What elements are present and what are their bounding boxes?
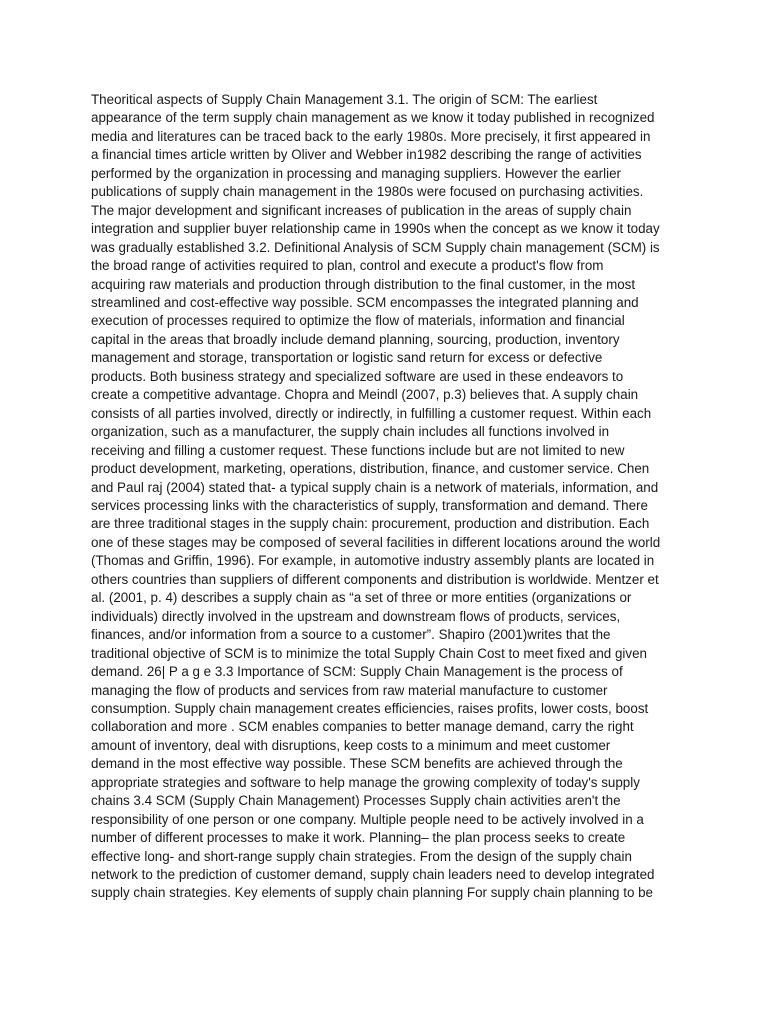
text-line: demand in the most effective way possible. These SCM benefits are achieved through the	[91, 756, 623, 772]
text-line: services processing links with the characteristics of supply, transformation and demand. There	[91, 497, 648, 513]
text-line: a financial times article written by Oliver and Webber in1982 describing the range of activities	[91, 147, 642, 163]
text-line: streamlined and cost-effective way possible. SCM encompasses the integrated planning and	[91, 294, 639, 310]
body-text	[91, 91, 691, 903]
text-line: number of different processes to make it work. Planning– the plan process seeks to create	[91, 830, 626, 846]
text-line: appearance of the term supply chain management as we know it today published in recognized	[91, 110, 655, 126]
text-line: effective long- and short-range supply chain strategies. From the design of the supply chain	[91, 848, 632, 864]
text-line: responsibility of one person or one company. Multiple people need to be actively involved in a	[91, 811, 644, 827]
text-line: consumption. Supply chain management creates efficiencies, raises profits, lower costs, boost	[91, 700, 649, 716]
text-line: the broad range of activities required to plan, control and execute a product's flow from	[91, 258, 604, 274]
text-line: finances, and/or information from a source to a customer”. Shapiro (2001)writes that the	[91, 627, 611, 643]
text-line: are three traditional stages in the supply chain: procurement, production and distribution. Each	[91, 516, 650, 532]
text-line: products. Both business strategy and specialized software are used in these endeavors to	[91, 368, 624, 384]
text-line: others countries than suppliers of different components and distribution is worldwide. Mentzer et	[91, 571, 659, 587]
text-line: Theoritical aspects of Supply Chain Management 3.1. The origin of SCM: The earliest	[91, 92, 598, 107]
text-line: demand. 26| P a g e 3.3 Importance of SCM: Supply Chain Management is the process of	[91, 664, 623, 680]
text-line: acquiring raw materials and production through distribution to the final customer, in the most	[91, 276, 636, 292]
text-line: collaboration and more . SCM enables companies to better manage demand, carry the right	[91, 719, 634, 735]
text-line: The major development and significant increases of publication in the areas of supply chain	[91, 202, 632, 218]
text-line: appropriate strategies and software to help manage the growing complexity of today's supply	[91, 774, 640, 790]
text-line: receiving and filling a customer request. These functions include but are not limited to new	[91, 442, 625, 458]
text-line: organization, such as a manufacturer, the supply chain includes all functions involved in	[91, 424, 610, 440]
text-line: consists of all parties involved, directly or indirectly, in fulfilling a customer request. Within each	[91, 405, 652, 421]
text-line: execution of processes required to optimize the flow of materials, information and financial	[91, 313, 625, 329]
text-line: media and literatures can be traced back to the early 1980s. More precisely, it first appeared in	[91, 128, 651, 144]
text-line: one of these stages may be composed of several facilities in different locations around the world	[91, 534, 661, 550]
text-line: product development, marketing, operations, distribution, finance, and customer service. Chen	[91, 461, 650, 477]
text-line: individuals) directly involved in the upstream and downstream flows of products, services,	[91, 608, 621, 624]
text-line: integration and supplier buyer relationship came in 1990s when the concept as we know it today	[91, 221, 660, 237]
text-line: chains 3.4 SCM (Supply Chain Management) Processes Supply chain activities aren't the	[91, 793, 621, 809]
text-line: management and storage, transportation or logistic sand return for excess or defective	[91, 350, 603, 366]
text-line: network to the prediction of customer demand, supply chain leaders need to develop integrated	[91, 867, 655, 883]
text-line: (Thomas and Griffin, 1996). For example, in automotive industry assembly plants are located in	[91, 553, 655, 569]
text-line: create a competitive advantage. Chopra and Meindl (2007, p.3) believes that. A supply chain	[91, 387, 639, 403]
text-line: capital in the areas that broadly include demand planning, sourcing, production, inventory	[91, 331, 620, 347]
text-line: performed by the organization in processing and managing suppliers. However the earlier	[91, 165, 621, 181]
text-line: publications of supply chain management in the 1980s were focused on purchasing activities.	[91, 184, 644, 200]
text-line: and Paul raj (2004) stated that- a typical supply chain is a network of materials, information, and	[91, 479, 659, 495]
text-line: al. (2001, p. 4) describes a supply chain as “a set of three or more entities (organizations or	[91, 590, 632, 606]
text-line: traditional objective of SCM is to minimize the total Supply Chain Cost to meet fixed and given	[91, 645, 647, 661]
text-line: amount of inventory, deal with disruptions, keep costs to a minimum and meet customer	[91, 737, 611, 753]
text-line: was gradually established 3.2. Definitional Analysis of SCM Supply chain management (SCM) is	[91, 239, 660, 255]
text-line: managing the flow of products and services from raw material manufacture to customer	[91, 682, 608, 698]
text-line: supply chain strategies. Key elements of supply chain planning For supply chain planning to be	[91, 885, 654, 901]
